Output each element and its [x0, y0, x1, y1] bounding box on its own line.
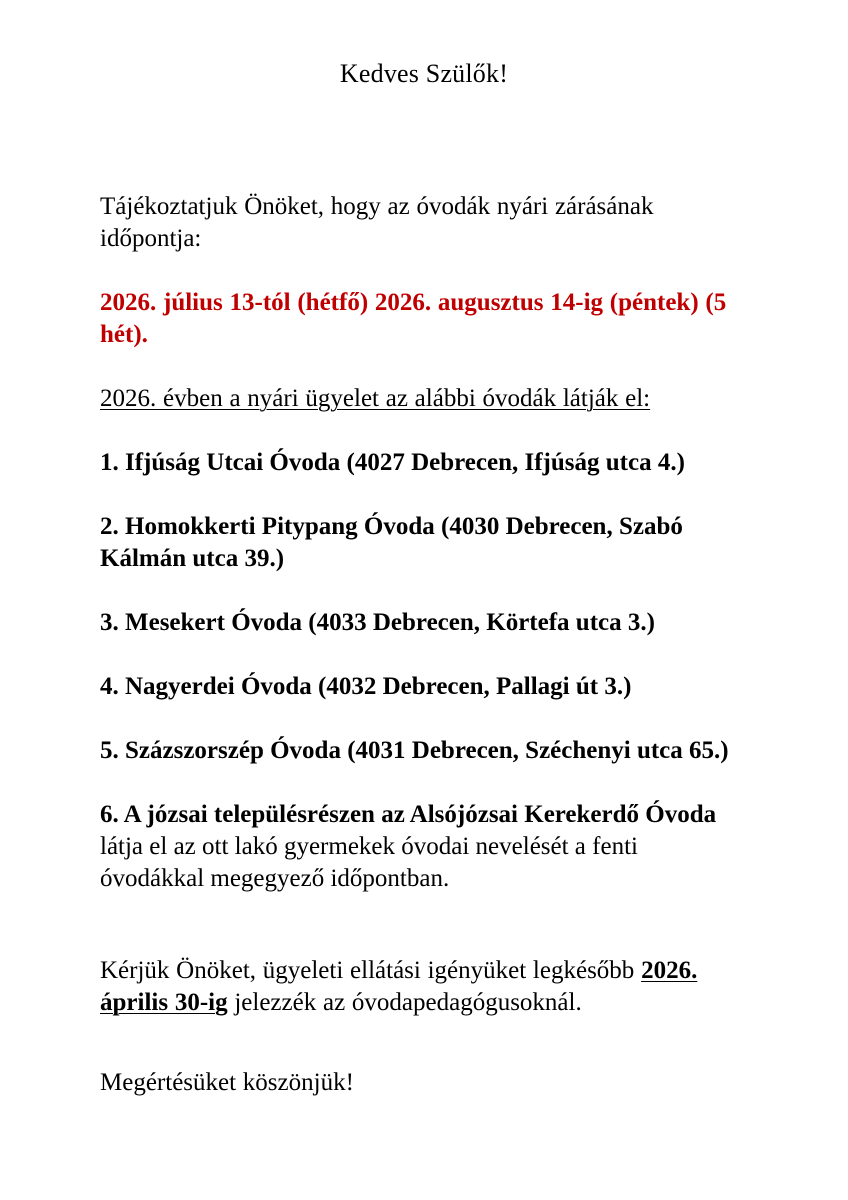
kindergarten-name: 6. A józsai településrészen az Alsójózsai Kerekerdő Óvoda: [100, 800, 717, 828]
duty-heading: 2026. évben a nyári ügyelet az alábbi óvodák látják el:: [100, 384, 651, 412]
spacer: [100, 493, 740, 511]
spacer: [100, 717, 740, 735]
document-body: [0, 91, 848, 1099]
kindergarten-name: 4. Nagyerdei Óvoda (4032 Debrecen, Pallagi út 3.): [100, 672, 632, 700]
request-tail: jelezzék az óvodapedagógusoknál.: [227, 988, 582, 1016]
kindergarten-name: 1. Ifjúság Utcai Óvoda (4027 Debrecen, Ifjúság utca 4.): [100, 448, 685, 476]
spacer: [100, 781, 740, 799]
spacer: [100, 429, 740, 447]
list-item: [100, 799, 740, 895]
list-item: [100, 511, 740, 575]
list-item: [100, 607, 740, 639]
closing-date-notice: 2026. július 13-tól (hétfő) 2026. augusztus 14-ig (péntek) (5 hét).: [100, 288, 727, 348]
kindergarten-note: látja el az ott lakó gyermekek óvodai nevelését a fenti óvodákkal megegyező időpontban.: [100, 832, 638, 892]
thanks-paragraph: Megértésüket köszönjük!: [100, 1068, 354, 1096]
list-item: [100, 735, 740, 767]
list-item: [100, 447, 740, 479]
kindergarten-name: 2. Homokkerti Pitypang Óvoda (4030 Debrecen, Szabó Kálmán utca 39.): [100, 512, 683, 572]
page-title: Kedves Szülők!: [339, 59, 509, 88]
spacer: [100, 909, 740, 955]
request-paragraph: [100, 955, 740, 1019]
list-item: [100, 671, 740, 703]
spacer: [100, 1033, 740, 1067]
intro-paragraph: Tájékoztatjuk Önöket, hogy az óvodák nyári zárásának időpontja:: [100, 192, 654, 252]
spacer: [100, 653, 740, 671]
kindergarten-name: 3. Mesekert Óvoda (4033 Debrecen, Körtefa utca 3.): [100, 608, 655, 636]
spacer: [100, 269, 740, 287]
spacer: [100, 365, 740, 383]
request-deadline: 2026. április 30-ig: [100, 956, 698, 1016]
request-lead: Kérjük Önöket, ügyeleti ellátási igényüket legkésőbb: [100, 956, 642, 984]
kindergarten-name: 5. Százszorszép Óvoda (4031 Debrecen, Széchenyi utca 65.): [100, 736, 729, 764]
spacer: [100, 589, 740, 607]
